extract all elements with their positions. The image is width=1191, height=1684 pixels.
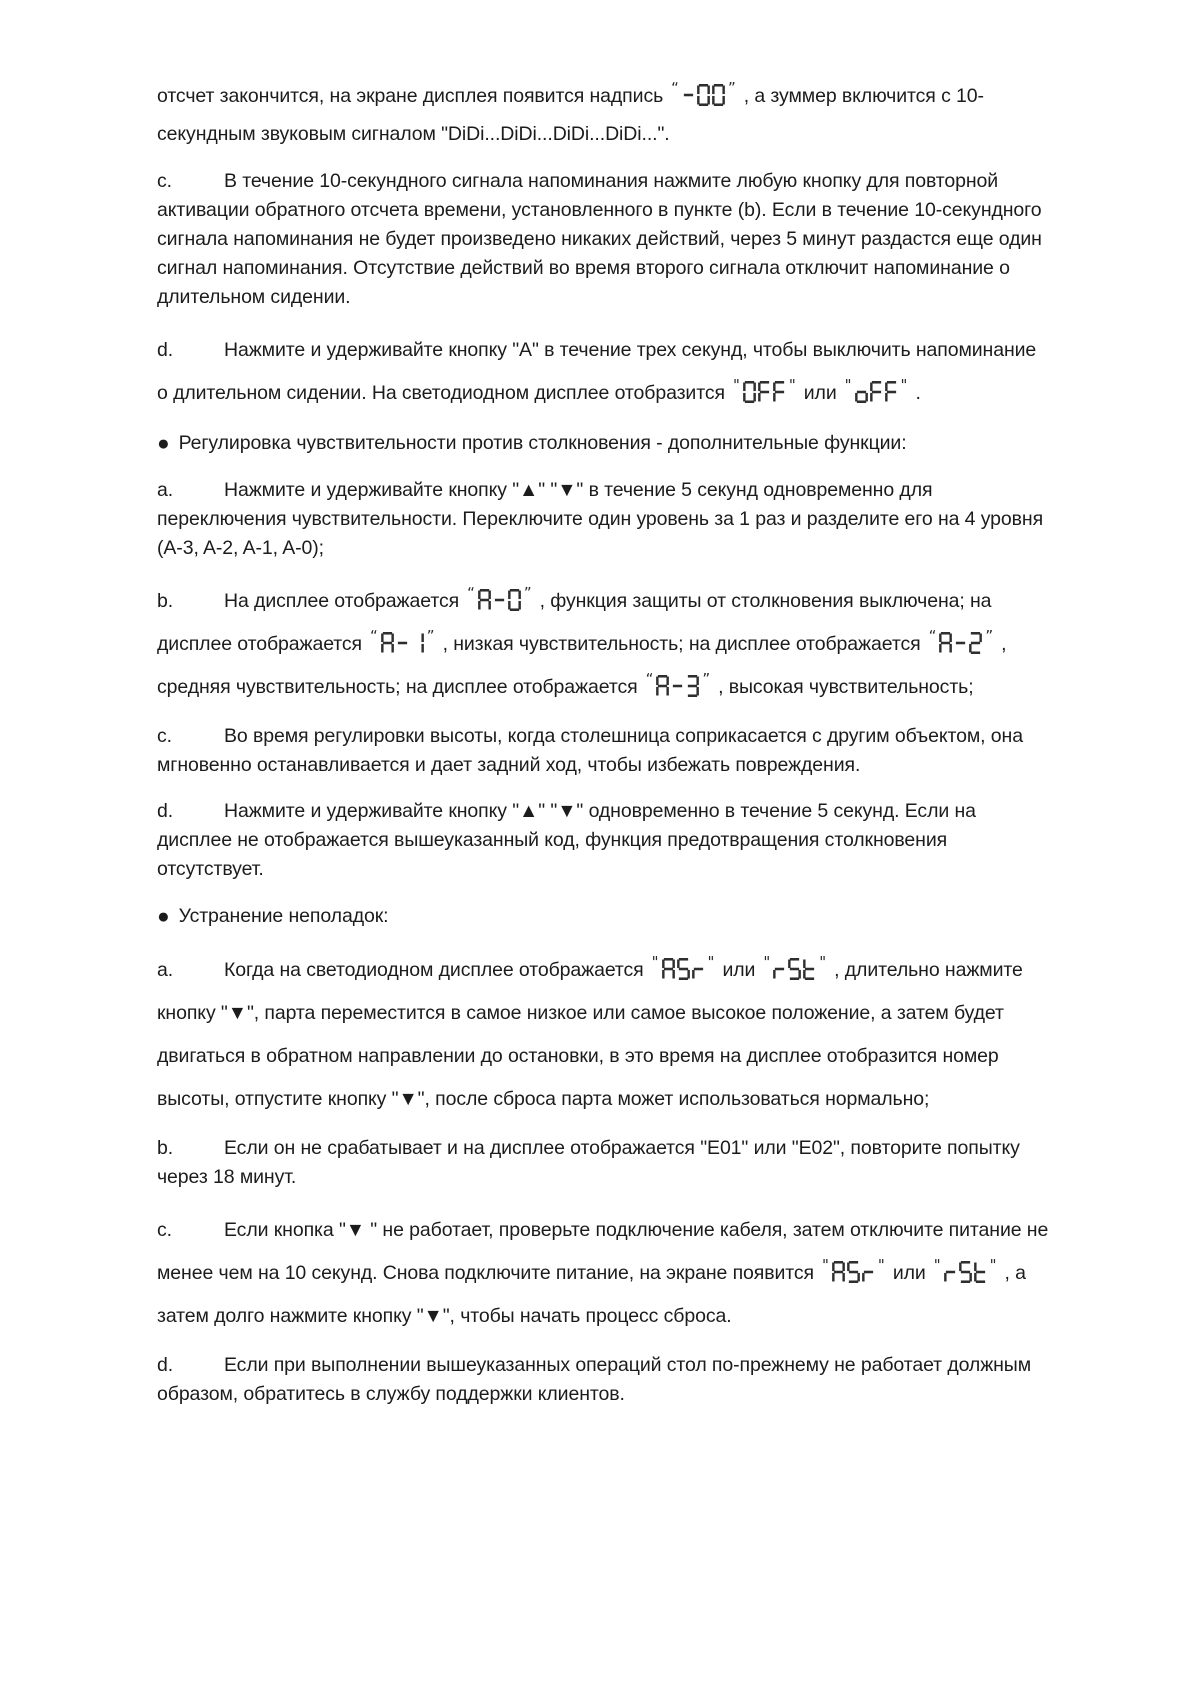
led-char: [959, 1261, 972, 1283]
manual-text-block: [157, 80, 1049, 1426]
item-label: b.: [157, 1137, 174, 1159]
bullet-icon: ●: [157, 432, 170, 455]
led-char: [974, 1261, 987, 1283]
paragraph-countdown-end: [157, 80, 1049, 150]
led-display-a3: [644, 670, 713, 697]
text-run: Если при выполнении вышеуказанных операций стол по-прежнему не работает должным образом, обратитесь в службу поддержки клиентов.: [157, 1354, 1032, 1405]
item-label: c.: [157, 725, 172, 747]
section-heading-anticollision: [157, 428, 1049, 458]
text-run: , длительно нажмите кнопку "▼", парта переместится в самое низкое или самое высокое положение, а затем будет двигаться в обратном направлении до остановки, в это время на дисплее отобразится номер высоты, отпустите кнопку "▼", после сброса парта может использоваться нормально;: [157, 959, 1023, 1110]
list-item-troubleshoot-b: [157, 1134, 1049, 1192]
led-display-a1: [368, 627, 437, 654]
quote-mark: ": [651, 953, 659, 971]
list-item-troubleshoot-c: [157, 1209, 1049, 1338]
quote-mark: ”: [702, 670, 711, 688]
item-label: c.: [157, 170, 172, 192]
list-item-anticollision-d: [157, 797, 1049, 884]
text-run: , функция защиты от столкновения выключена; на дисплее отображается: [157, 590, 992, 655]
list-item-reminder-d: [157, 329, 1049, 415]
led-display-off-upper: [731, 376, 798, 403]
quote-mark: ": [822, 1256, 829, 1274]
text-run: Если кнопка "▼ " не работает, проверьте подключение кабеля, затем отключите питание не менее чем на 10 секунд. Снова подключите питание, на экране появится: [157, 1219, 1049, 1284]
quote-mark: ": [707, 953, 715, 971]
led-char: [944, 1261, 957, 1283]
text-run: , а зуммер включится с 10-секундным звуковым сигналом "DiDi...DiDi...DiDi...DiDi...".: [157, 85, 984, 145]
text-run: Когда на светодиодном дисплее отображается: [224, 959, 644, 981]
quote-mark: “: [370, 627, 378, 645]
led-char: [773, 958, 786, 980]
led-char: [870, 381, 883, 403]
text-run: , средняя чувствительность; на дисплее отображается: [157, 633, 1007, 698]
led-display-off-lower: [843, 376, 910, 403]
item-label: a.: [157, 959, 174, 981]
led-char: [677, 958, 690, 980]
list-item-anticollision-c: [157, 722, 1049, 780]
list-item-troubleshoot-d: [157, 1351, 1049, 1409]
quote-mark: ": [763, 953, 771, 971]
quote-mark: ”: [985, 627, 994, 645]
led-display-minus00: [669, 79, 738, 106]
item-label: d.: [157, 1354, 174, 1376]
led-char: [493, 589, 506, 611]
led-char: [671, 675, 684, 697]
led-char: [411, 632, 424, 654]
text-run: .: [915, 382, 921, 404]
list-item-troubleshoot-a: [157, 949, 1049, 1121]
text-run: , высокая чувствительность;: [718, 676, 974, 698]
led-char: [788, 958, 801, 980]
list-item-anticollision-b: [157, 580, 1049, 709]
text-run: , а затем долго нажмите кнопку "▼", чтобы начать процесс сброса.: [157, 1262, 1026, 1327]
quote-mark: ": [989, 1256, 997, 1274]
quote-mark: ": [900, 376, 908, 394]
led-display-rst: [932, 1256, 999, 1283]
list-item-reminder-c: [157, 167, 1049, 312]
quote-mark: “: [671, 79, 679, 97]
quote-mark: ": [788, 376, 796, 394]
text-run: или: [803, 382, 837, 404]
section-heading-troubleshooting: [157, 901, 1049, 931]
led-char: [855, 381, 868, 403]
quote-mark: ”: [523, 584, 532, 602]
section-heading-text: Регулировка чувствительности против столкновения - дополнительные функции:: [178, 432, 907, 454]
list-item-anticollision-a: [157, 476, 1049, 563]
quote-mark: ": [819, 953, 827, 971]
item-label: d.: [157, 800, 174, 822]
text-run: Нажмите и удерживайте кнопку "▲" "▼" одновременно в течение 5 секунд. Если на дисплее не отображается вышеуказанный код, функция предотвращения столкновения отсутствует.: [157, 800, 976, 880]
led-char: [682, 84, 695, 106]
item-label: c.: [157, 1219, 172, 1241]
led-char: [381, 632, 394, 654]
led-char: [773, 381, 786, 403]
led-char: [758, 381, 771, 403]
item-label: d.: [157, 339, 174, 361]
led-char: [803, 958, 816, 980]
text-run: Если он не срабатывает и на дисплее отображается "E01" или "E02", повторите попытку через 18 минут.: [157, 1137, 1020, 1188]
led-char: [656, 675, 669, 697]
quote-mark: ": [844, 376, 852, 394]
led-char: [686, 675, 699, 697]
led-display-asr: [820, 1256, 887, 1283]
led-char: [862, 1261, 875, 1283]
led-char: [478, 589, 491, 611]
quote-mark: “: [928, 627, 937, 645]
led-char: [692, 958, 705, 980]
quote-mark: ": [877, 1256, 885, 1274]
item-label: b.: [157, 590, 174, 612]
led-char: [508, 589, 521, 611]
quote-mark: “: [645, 670, 654, 688]
led-display-asr: [650, 953, 717, 980]
quote-mark: ”: [727, 79, 736, 97]
led-display-rst: [761, 953, 828, 980]
quote-mark: ”: [426, 627, 435, 645]
led-char: [662, 958, 675, 980]
led-char: [885, 381, 898, 403]
section-heading-text: Устранение неполадок:: [178, 905, 389, 927]
led-char: [847, 1261, 860, 1283]
text-run: В течение 10-секундного сигнала напоминания нажмите любую кнопку для повторной активации обратного отсчета времени, установленного в пункте (b). Если в течение 10-секундного сигнала напоминания не будет произведено никаких действий, через 5 минут раздастся еще один сигнал напоминания. Отсутствие действий во время второго сигнала отключит напоминание о длительном сидении.: [157, 170, 1042, 308]
quote-mark: ": [732, 376, 740, 394]
led-char: [712, 84, 725, 106]
led-display-a2: [927, 627, 996, 654]
led-char: [969, 632, 982, 654]
led-char: [939, 632, 952, 654]
led-char: [743, 381, 756, 403]
text-run: Нажмите и удерживайте кнопку "A" в течение трех секунд, чтобы выключить напоминание о длительном сидении. На светодиодном дисплее отобразится: [157, 339, 1037, 404]
led-char: [832, 1261, 845, 1283]
text-run: Нажмите и удерживайте кнопку "▲" "▼" в течение 5 секунд одновременно для переключения чувствительности. Переключите один уровень за 1 раз и разделите его на 4 уровня (A-3, A-2, A-1, A-0);: [157, 479, 1044, 559]
text-run: отсчет закончится, на экране дисплея появится надпись: [157, 85, 664, 107]
text-run: , низкая чувствительность; на дисплее отображается: [442, 633, 921, 655]
text-run: или: [722, 959, 756, 981]
bullet-icon: ●: [157, 905, 170, 928]
text-run: На дисплее отображается: [224, 590, 460, 612]
led-char: [396, 632, 409, 654]
quote-mark: “: [467, 584, 475, 602]
led-display-a0: [465, 584, 534, 611]
text-run: Во время регулировки высоты, когда столешница соприкасается с другим объектом, она мгновенно останавливается и дает задний ход, чтобы избежать повреждения.: [157, 725, 1023, 776]
quote-mark: ": [933, 1256, 941, 1274]
led-char: [954, 632, 967, 654]
item-label: a.: [157, 479, 174, 501]
text-run: или: [892, 1262, 926, 1284]
led-char: [697, 84, 710, 106]
